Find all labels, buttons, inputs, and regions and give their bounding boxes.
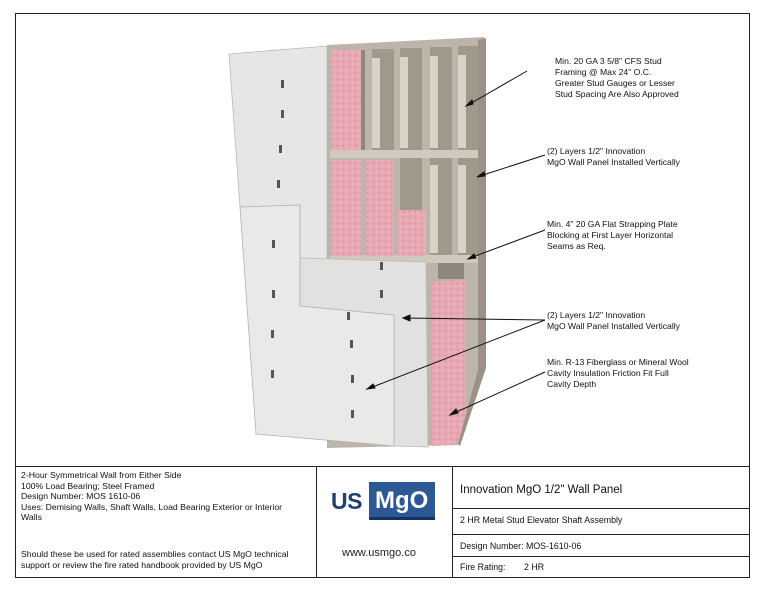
website-link[interactable]: www.usmgo.co [342,547,416,559]
assembly-title: 2 HR Metal Stud Elevator Shaft Assembly [460,515,623,525]
title-block-divider-left [316,466,317,578]
callout-strapping-plate [547,219,678,252]
callout-line: Min. 4" 20 GA Flat Strapping Plate [547,219,678,229]
product-name: Innovation MgO 1/2" Wall Panel [460,484,623,496]
logo-us-text: US [331,488,362,514]
logo-mgo-text: MgO [375,487,429,514]
description-line: 2-Hour Symmetrical Wall from Either Side [21,470,182,480]
fire-rating-value: 2 HR [524,562,545,572]
callout-line: Framing @ Max 24" O.C. [555,67,652,77]
callout-line: Cavity Depth [547,379,597,389]
callout-line: Seams as Req. [547,241,606,251]
callout-line: (2) Layers 1/2" Innovation [547,310,646,320]
callout-line: Cavity Insulation Friction Fit Full [547,368,669,378]
callout-stud-framing [555,56,679,100]
logo-mgo-box [369,482,435,520]
callout-panel-lower [547,310,680,332]
description-line: Uses: Demising Walls, Shaft Walls, Load Bearing Exterior or Interior [21,501,283,512]
assembly-description [21,470,282,523]
description-line: 100% Load Bearing; Steel Framed [21,480,155,491]
fire-rating-label: Fire Rating: [460,562,506,572]
callout-line: Stud Spacing Are Also Approved [555,89,679,99]
note-line: Should these be used for rated assemblies contact US MgO technical [21,549,289,559]
title-block-top-rule [15,466,750,467]
callout-line: MgO Wall Panel Installed Vertically [547,321,680,331]
callout-panel-upper [547,146,680,168]
callout-line: MgO Wall Panel Installed Vertically [547,157,680,167]
us-mgo-logo [331,482,437,522]
callout-line: Greater Stud Gauges or Lesser [555,78,675,88]
description-line: Walls [21,512,42,522]
title-block-row-rule [452,556,750,557]
callout-line: (2) Layers 1/2" Innovation [547,146,646,156]
technical-support-note [21,549,289,570]
description-line: Design Number: MOS 1610-06 [21,491,141,501]
callout-line: Blocking at First Layer Horizontal [547,230,674,240]
title-block-divider-right [452,466,453,578]
design-number: Design Number: MOS-1610-06 [460,541,582,551]
note-line: support or review the fire rated handbook provided by US MgO [21,559,263,570]
callout-insulation [547,357,689,390]
callout-line: Min. R-13 Fiberglass or Mineral Wool [547,357,689,367]
callout-line: Min. 20 GA 3 5/8" CFS Stud [555,56,662,66]
title-block-row-rule [452,508,750,509]
title-block-row-rule [452,534,750,535]
